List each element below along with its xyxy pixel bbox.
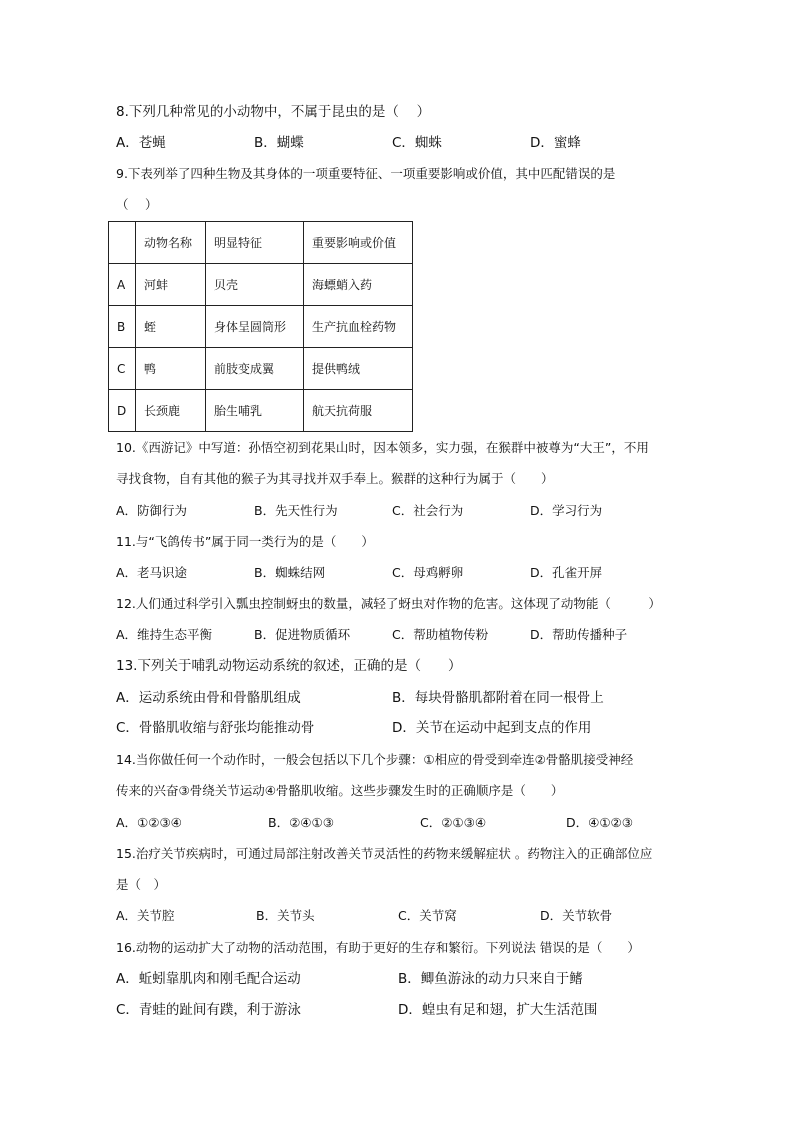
q15-option-d: D．关节软骨 (540, 908, 613, 923)
table-row (109, 348, 413, 390)
q9-stem-continued: （ ） (116, 197, 158, 212)
q12-option-c: C．帮助植物传粉 (392, 627, 489, 642)
q12-option-a: A．维持生态平衡 (116, 627, 213, 642)
table-cell: 生产抗血栓药物 (304, 306, 413, 348)
q13-option-d: D．关节在运动中起到支点的作用 (392, 720, 592, 736)
q10-options (116, 503, 716, 519)
q10-option-b: B．先天性行为 (254, 503, 338, 518)
q14-stem: 14.当你做任何一个动作时，一般会包括以下几个步骤：①相应的骨受到牵连②骨骼肌接受神经 (116, 752, 634, 767)
q14-option-a: A．①②③④ (116, 815, 182, 830)
q8-option-b: B．蝴蝶 (254, 135, 304, 151)
q14-options (116, 815, 716, 831)
q15-option-a: A．关节腔 (116, 908, 175, 923)
q15-stem: 15.治疗关节疾病时，可通过局部注射改善关节灵活性的药物来缓解症状 。药物注入的正确部位应 (116, 846, 653, 861)
q14-stem-continued: 传来的兴奋③骨绕关节运动④骨骼肌收缩。这些步骤发生时的正确顺序是（ ） (116, 783, 564, 798)
table-row (109, 390, 413, 432)
q12-option-d: D．帮助传播种子 (530, 627, 628, 642)
q9-stem: 9.下表列举了四种生物及其身体的一项重要特征、一项重要影响或价值，其中匹配错误的是 (116, 166, 616, 181)
q16-options-row1 (116, 971, 716, 987)
table-header-row (109, 222, 413, 264)
table-cell: 河蚌 (136, 264, 206, 306)
q11-option-a: A．老马识途 (116, 565, 188, 580)
table-row (109, 306, 413, 348)
q10-option-d: D．学习行为 (530, 503, 603, 518)
q14-option-c: C．②①③④ (420, 815, 487, 830)
q13-options-row2 (116, 720, 716, 736)
q16-option-a: A．蚯蚓靠肌肉和刚毛配合运动 (116, 971, 301, 987)
table-cell: 鸭 (136, 348, 206, 390)
q13-option-a: A．运动系统由骨和骨骼肌组成 (116, 690, 301, 706)
table-cell: 提供鸭绒 (304, 348, 413, 390)
q8-stem: 8.下列几种常见的小动物中，不属于昆虫的是（ ） (116, 104, 431, 120)
table-cell: C (109, 348, 136, 390)
table-cell: D (109, 390, 136, 432)
q15-options (116, 908, 716, 924)
q14-option-b: B．②④①③ (268, 815, 334, 830)
table-header-cell: 明显特征 (206, 222, 304, 264)
table-header-cell: 重要影响或价值 (304, 222, 413, 264)
table-cell: B (109, 306, 136, 348)
q15-option-c: C．关节窝 (398, 908, 457, 923)
table-cell: A (109, 264, 136, 306)
q16-stem: 16.动物的运动扩大了动物的活动范围，有助于更好的生存和繁衍。下列说法 错误的是（ ） (116, 940, 640, 955)
table-cell: 前肢变成翼 (206, 348, 304, 390)
table-cell: 航天抗荷服 (304, 390, 413, 432)
q10-option-c: C．社会行为 (392, 503, 464, 518)
table-cell: 海螵蛸入药 (304, 264, 413, 306)
q10-stem-continued: 寻找食物，自有其他的猴子为其寻找并双手奉上。猴群的这种行为属于（ ） (116, 471, 554, 486)
q16-option-d: D．蝗虫有足和翅，扩大生活范围 (398, 1002, 598, 1018)
table-cell: 蛭 (136, 306, 206, 348)
q11-option-d: D．孔雀开屏 (530, 565, 603, 580)
q13-option-b: B．每块骨骼肌都附着在同一根骨上 (392, 690, 604, 706)
q10-option-a: A．防御行为 (116, 503, 188, 518)
q11-stem: 11.与“飞鸽传书”属于同一类行为的是（ ） (116, 534, 374, 549)
q8-option-d: D．蜜蜂 (530, 135, 581, 151)
table-header-cell (109, 222, 136, 264)
q9-table (108, 221, 413, 432)
q13-stem: 13.下列关于哺乳动物运动系统的叙述，正确的是（ ） (116, 658, 462, 674)
q12-option-b: B．促进物质循环 (254, 627, 351, 642)
table-cell: 长颈鹿 (136, 390, 206, 432)
table-cell: 胎生哺乳 (206, 390, 304, 432)
table-cell: 贝壳 (206, 264, 304, 306)
q11-option-b: B．蜘蛛结网 (254, 565, 326, 580)
q12-stem: 12.人们通过科学引入瓢虫控制蚜虫的数量，减轻了蚜虫对作物的危害。这体现了动物能（ ） (116, 596, 661, 611)
q16-option-b: B．鲫鱼游泳的动力只来自于鳍 (398, 971, 583, 987)
q10-stem: 10.《西游记》中写道：孙悟空初到花果山时，因本领多，实力强，在猴群中被尊为“大王”，不用 (116, 440, 649, 455)
q11-option-c: C．母鸡孵卵 (392, 565, 464, 580)
q15-option-b: B．关节头 (256, 908, 315, 923)
q8-option-a: A．苍蝇 (116, 135, 166, 151)
q13-option-c: C．骨骼肌收缩与舒张均能推动骨 (116, 720, 315, 736)
table-row (109, 264, 413, 306)
q8-option-c: C．蜘蛛 (392, 135, 442, 151)
q12-options (116, 627, 716, 643)
q13-options-row1 (116, 690, 716, 706)
q15-stem-continued: 是（ ） (116, 877, 167, 892)
q14-option-d: D．④①②③ (566, 815, 633, 830)
q11-options (116, 565, 716, 581)
q16-option-c: C．青蛙的趾间有蹼，利于游泳 (116, 1002, 301, 1018)
table-cell: 身体呈圆筒形 (206, 306, 304, 348)
q8-options (116, 135, 716, 151)
table-header-cell: 动物名称 (136, 222, 206, 264)
q16-options-row2 (116, 1002, 716, 1018)
